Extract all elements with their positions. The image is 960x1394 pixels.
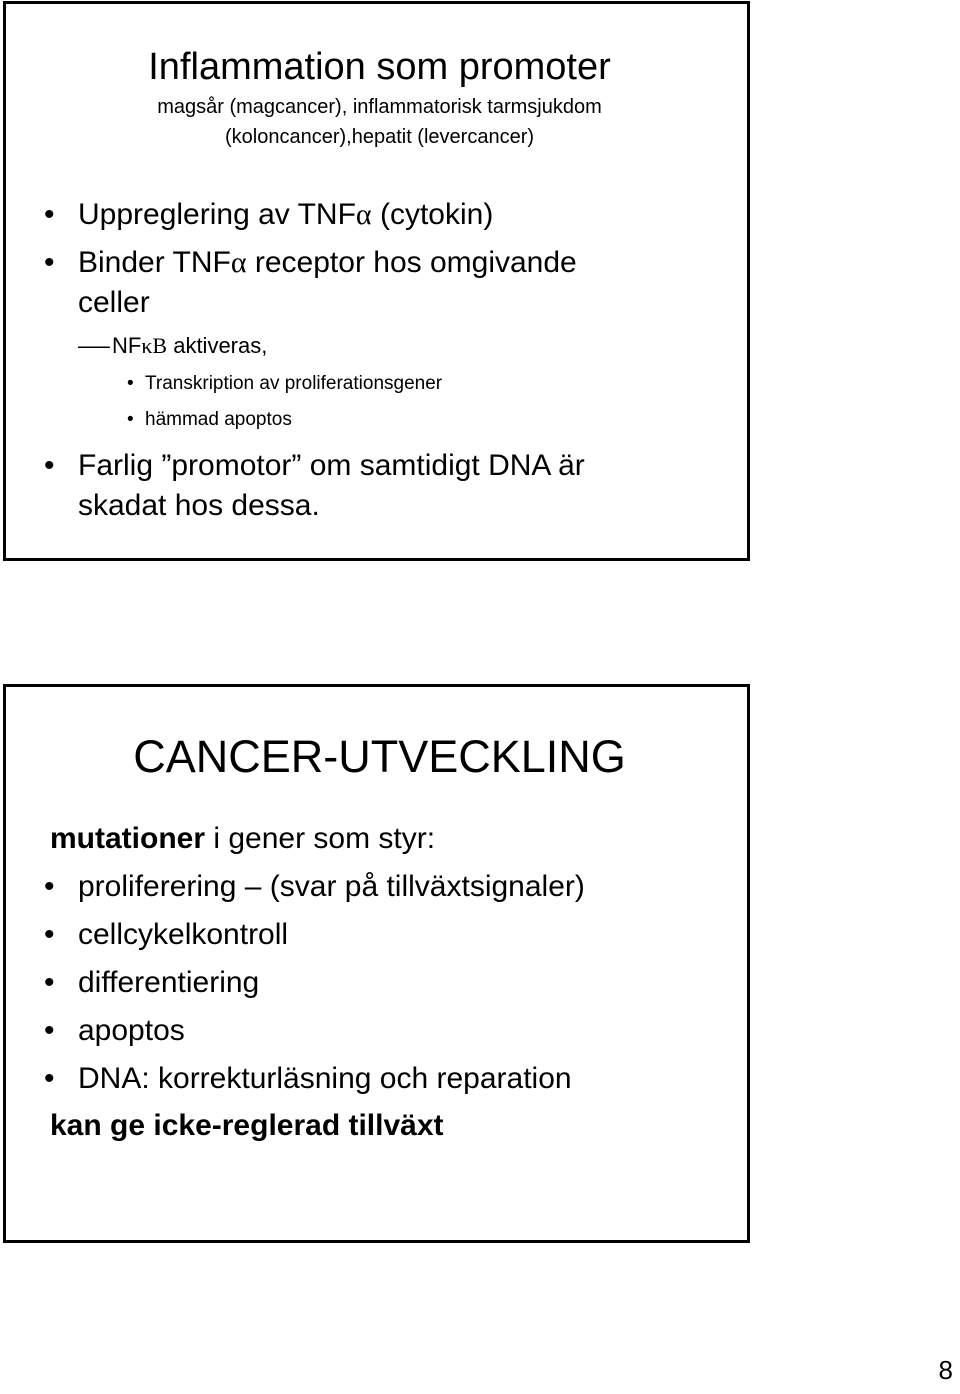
list-item: proliferering – (svar på tillväxtsignaler) <box>78 870 585 903</box>
subsub-item-apoptosis: hämmad apoptos <box>145 409 292 430</box>
page-number: 8 <box>938 1355 953 1385</box>
list-item: apoptos <box>78 1014 185 1047</box>
bullet-text-continuation: celler <box>78 286 150 319</box>
sub-bullet-text-suffix: aktiveras, <box>167 333 268 358</box>
list-item: cellcykelkontroll <box>78 918 289 951</box>
slide-cancer-development <box>3 684 750 1243</box>
bullet-marker: • <box>44 449 55 482</box>
alpha-symbol: α <box>355 198 372 231</box>
sub-bullet-nfkb <box>112 333 267 359</box>
bullet-text: Uppreglering av TNF <box>78 198 356 231</box>
bullet-item-tnf-receptor <box>78 246 577 280</box>
slide-inflammation <box>3 1 750 561</box>
bullet-text: Binder TNF <box>78 246 231 279</box>
subsub-item-transcription: Transkription av proliferationsgener <box>145 373 443 394</box>
list-item: DNA: korrekturläsning och reparation <box>78 1062 572 1095</box>
bullet-marker: • <box>44 198 55 231</box>
bullet-marker: • <box>127 409 134 430</box>
dash-marker: – <box>78 333 110 358</box>
bullet-marker: • <box>44 1014 55 1047</box>
slide-title: CANCER-UTVECKLING <box>133 731 626 782</box>
sub-bullet-text: NF <box>112 333 142 358</box>
intro-bold-word: mutationer <box>50 822 206 855</box>
bullet-marker: • <box>44 918 55 951</box>
bullet-text-suffix: (cytokin) <box>371 198 494 231</box>
slide-subtitle-line2: (koloncancer),hepatit (levercancer) <box>224 126 535 148</box>
list-item: differentiering <box>78 966 260 999</box>
bullet-marker: • <box>44 246 55 279</box>
intro-line <box>50 822 435 856</box>
bullet-text-continuation: skadat hos dessa. <box>78 489 320 522</box>
slide-subtitle-line1: magsår (magcancer), inflammatorisk tarmsjukdom <box>157 96 602 118</box>
kappa-b-symbol: κB <box>141 333 168 358</box>
bullet-marker: • <box>44 870 55 903</box>
alpha-symbol: α <box>230 246 247 279</box>
conclusion-text: kan ge icke-reglerad tillväxt <box>50 1109 444 1142</box>
bullet-marker: • <box>44 1062 55 1095</box>
intro-rest: i gener som styr: <box>205 822 436 855</box>
slide-title: Inflammation som promoter <box>148 46 611 88</box>
bullet-item-dangerous-promotor: Farlig ”promotor” om samtidigt DNA är <box>78 449 585 482</box>
bullet-item-tnf-upregulation <box>78 198 493 232</box>
bullet-marker: • <box>44 966 55 999</box>
bullet-text-suffix: receptor hos omgivande <box>246 246 577 279</box>
bullet-marker: • <box>127 373 134 394</box>
